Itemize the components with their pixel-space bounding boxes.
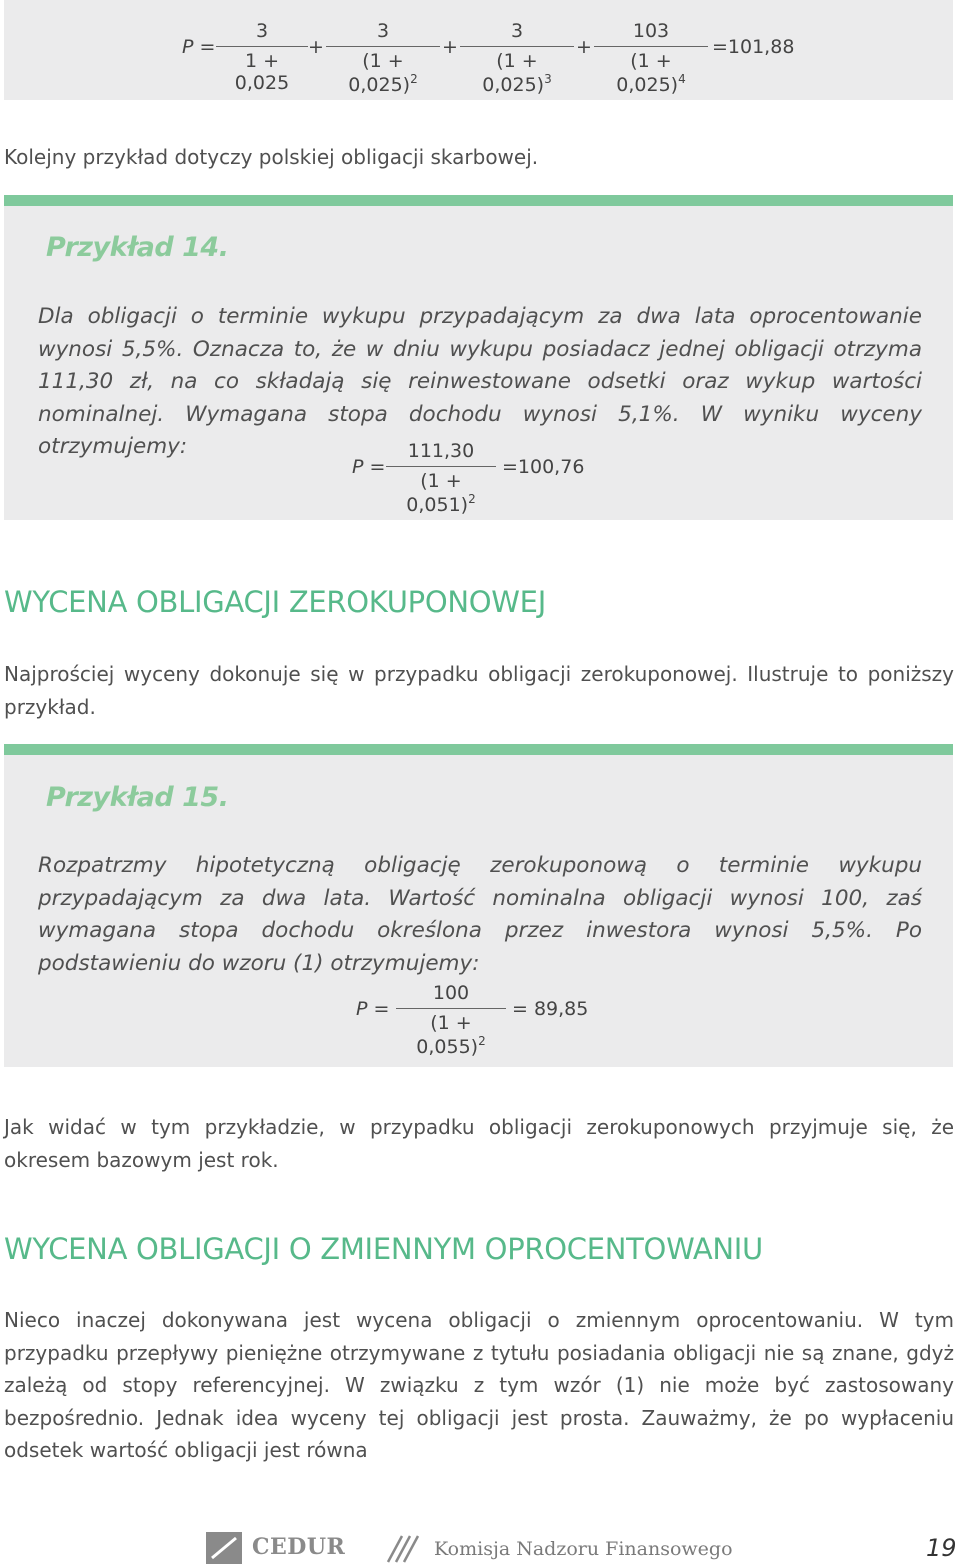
example-15-text: Rozpatrzmy hipotetyczną obligację zerokuponową o terminie wykupu przypadającym za dwa lata. Wartość nominalna obligacji wynosi 100, zaś wymagana stopa dochodu określona przez inwestora wynosi 5,5%. Po podstawieniu do wzoru (1) otrzymujemy: [38, 853, 922, 976]
formula-2-lhs: P = [352, 456, 386, 478]
example-14-title: Przykład 14. [46, 232, 229, 263]
formula-3 [0, 978, 960, 1058]
section-heading-zmienne-oprocentowanie: WYCENA OBLIGACJI O ZMIENNYM OPROCENTOWANIU [4, 1232, 763, 1266]
plus-sign: + [308, 36, 324, 58]
formula-2-result: =100,76 [502, 456, 585, 478]
formula-2-fraction: $\frac{111,30}{(1 + 0,051)^2}$ [386, 440, 496, 516]
page-footer [0, 1530, 960, 1568]
paragraph-zerokuponowej: Najprościej wyceny dokonuje się w przypadku obligacji zerokuponowej. Ilustruje to poniższy przykład. [4, 662, 954, 719]
formula-1-term-1: $\frac{3}{1 + 0,025}$ [216, 20, 308, 94]
formula-1-result: =101,88 [712, 36, 795, 58]
formula-1-term-4: $\frac{103}{(1 + 0,025)^4}$ [594, 20, 708, 96]
example-14-bar [4, 195, 953, 206]
example-15-bar [4, 744, 953, 755]
formula-3-lhs: P = [356, 998, 390, 1020]
knf-logo-icon [384, 1530, 424, 1566]
formula-1 [0, 0, 960, 100]
plus-sign: + [442, 36, 458, 58]
paragraph-zmienne-oprocentowanie: Nieco inaczej dokonywana jest wycena obligacji o zmiennym oprocentowaniu. W tym przypadku przepływy pieniężne otrzymywane z tytułu posiadania obligacji nie są znane, gdyż zależą od stopy referencyjnej. W związku z tym wzór (1) nie może być zastosowany bezpośrednio. Jednak idea wyceny tej obligacji jest prosta. Zauważmy, że po wypłaceniu odsetek wartość obligacji jest równa [4, 1308, 954, 1462]
cedur-logo-icon [206, 1532, 242, 1564]
example-15-title: Przykład 15. [46, 782, 229, 813]
knf-logo-text: Komisja Nadzoru Finansowego [434, 1538, 733, 1560]
formula-1-lhs: P = [182, 36, 216, 58]
formula-3-result: = 89,85 [512, 998, 589, 1020]
formula-3-fraction: $\frac{100}{(1 + 0,055)^2}$ [396, 982, 506, 1058]
paragraph-okres-bazowy: Jak widać w tym przykładzie, w przypadku obligacji zerokuponowych przyjmuje się, że okresem bazowym jest rok. [4, 1115, 954, 1172]
formula-2 [0, 436, 960, 516]
formula-1-term-2: $\frac{3}{(1 + 0,025)^2}$ [326, 20, 440, 96]
page-number: 19 [926, 1534, 957, 1562]
cedur-logo-text: CEDUR [252, 1534, 346, 1560]
example-14-text: Dla obligacji o terminie wykupu przypadającym za dwa lata oprocentowanie wynosi 5,5%. Oznacza to, że w dniu wykupu posiadacz jednej obligacji otrzyma 111,30 zł, na co składają się reinwestowane odsetki oraz wykup wartości nominalnej. Wymagana stopa dochodu wynosi 5,1%. W wyniku wyceny otrzymujemy: [38, 304, 922, 459]
plus-sign: + [576, 36, 592, 58]
section-heading-zerokuponowej: WYCENA OBLIGACJI ZEROKUPONOWEJ [4, 585, 546, 619]
formula-1-term-3: $\frac{3}{(1 + 0,025)^3}$ [460, 20, 574, 96]
paragraph-intro: Kolejny przykład dotyczy polskiej obligacji skarbowej. [4, 145, 539, 169]
